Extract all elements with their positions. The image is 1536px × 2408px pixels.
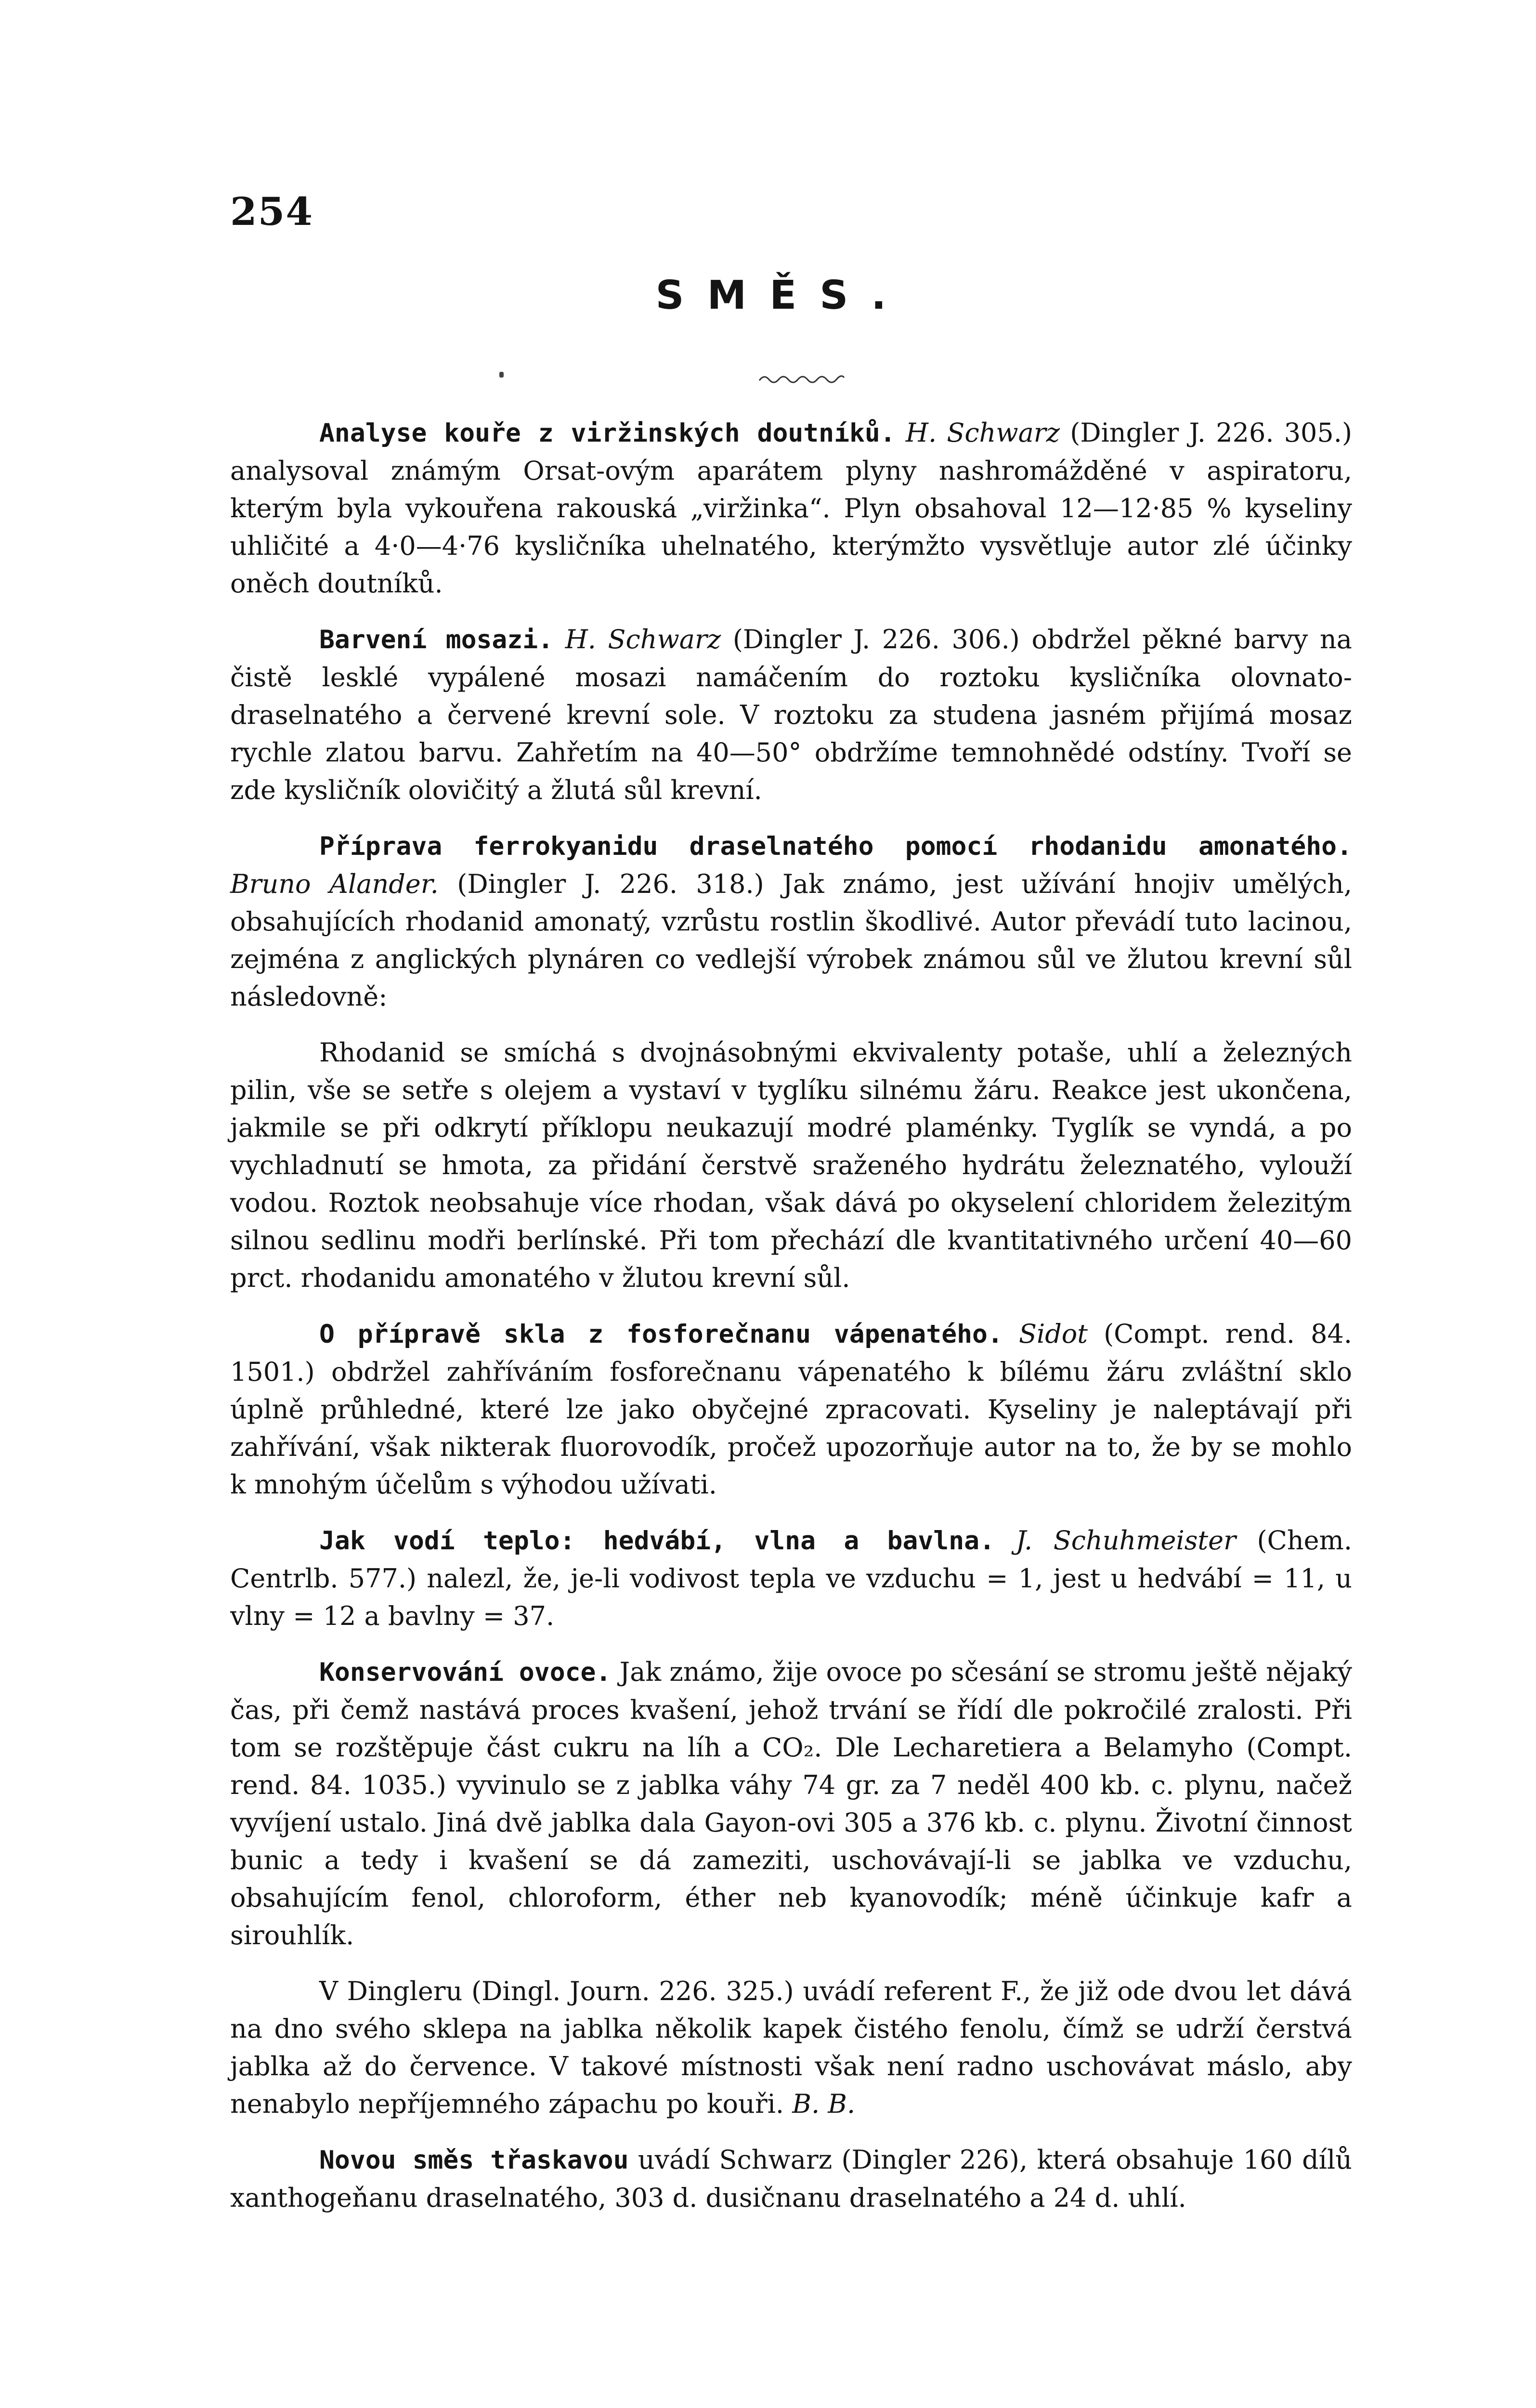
entry-1 [230,414,1352,602]
entry-author: Sidot [1018,1319,1088,1349]
entry-text: analysoval známým Orsat-ovým aparátem plyny nashromážděné v aspiratoru, kterým byla vykouřena rakouská „viržinka“. Plyn obsahoval 12—12·85 % kyseliny uhličité a 4·0—4·76 kysličníka uhelnatého, kterýmžto vysvětluje autor zlé účinky oněch doutníků. [230,456,1352,599]
entry-title: Barvení mosazi. [319,625,554,654]
entry-author: H. Schwarz [565,624,721,654]
stray-mark [499,372,504,378]
entry-author: H. Schwarz [905,418,1060,448]
entry-7 [230,2141,1352,2217]
entry-3-continued [230,1034,1352,1297]
entry-title: Jak vodí teplo: hedvábí, vlna a bavlna. [319,1526,995,1556]
entry-6 [230,1653,1352,1954]
entry-5 [230,1522,1352,1635]
ornamental-divider [758,371,845,385]
entry-reference: (Chem. Centrlb. 577.) [230,1525,1352,1594]
entry-reference: (Compt. rend. 84. 1501.) [230,1319,1352,1387]
entry-title: Novou směs třaskavou [319,2146,629,2175]
entry-reference: (Dingler J. 226. 306.) [732,624,1020,654]
entry-reference: (Dingler J. 226. 318.) [457,869,764,899]
entry-text: uvádí Schwarz (Dingler 226), která obsahuje 160 dílů xanthogeňanu draselnatého, 303 d. dusičnanu draselnatého a 24 d. uhlí. [230,2145,1352,2213]
entry-text: obdržel zahříváním fosforečnanu vápenatého k bílému žáru zvláštní sklo úplně průhledné, které lze jako obyčejné zpracovati. Kyseliny je naleptávají při zahřívání, však nikterak fluorovodík, pročež upozorňuje autor na to, že by se mohlo k mnohým účelům s výhodou užívati. [230,1357,1352,1500]
entry-text: Jak známo, žije ovoce po sčesání se stromu ještě nějaký čas, při čemž nastává proces kvašení, jehož trvání se řídí dle pokročilé zralosti. Při tom se rozštěpuje část cukru na líh a CO₂. Dle Lecharetiera a Belamyho (Compt. rend. 84. 1035.) vyvinulo se z jablka váhy 74 gr. za 7 neděl 400 kb. c. plynu, načež vyvíjení ustalo. Jiná dvě jablka dala Gayon-ovi 305 a 376 kb. c. plynu. Životní činnost bunic a tedy i kvašení se dá zameziti, uschovávají-li se jablka ve vzduchu, obsahujícím fenol, chloroform, éther neb kyanovodík; méně účinkuje kafr a sirouhlík. [230,1657,1352,1950]
entry-3 [230,827,1352,1016]
entry-text: Rhodanid se smíchá s dvojnásobnými ekvivalenty potaše, uhlí a železných pilin, vše se setře s olejem a vystaví v tyglíku silnému žáru. Reakce jest ukončena, jakmile se při odkrytí příklopu neukazují modré plaménky. Tyglík se vyndá, a po vychladnutí se hmota, za přidání čerstvě sraženého hydrátu železnatého, vylouží vodou. Roztok neobsahuje více rhodan, však dává po okyselení chloridem železitým silnou sedlinu modři berlínské. Při tom přechází dle kvantitativného určení 40—60 prct. rhodanidu amonatého v žlutou krevní sůl. [230,1037,1352,1293]
entry-author: J. Schuhmeister [1015,1525,1236,1556]
article-body [230,414,1352,2235]
entry-reference: (Dingler J. 226. 305.) [1070,418,1353,448]
entry-title: Konservování ovoce. [319,1658,612,1687]
entry-author: Bruno Alander. [230,869,439,899]
entry-6-continued [230,1973,1352,2123]
entry-text: Jak známo, jest užívání hnojiv umělých, obsahujících rhodanid amonatý, vzrůstu rostlin škodlivé. Autor převádí tuto lacinou, zejména z anglických plynáren co vedlejší výrobek známou sůl ve žlutou krevní sůl následovně: [230,869,1353,1012]
entry-text: V Dingleru (Dingl. Journ. 226. 325.) uvádí referent F., že již ode dvou let dává na dno svého sklepa na jablka několik kapek čistého fenolu, čímž se udrží čerstvá jablka až do července. V takové místnosti však není radno uschovávat máslo, aby nenabylo nepříjemného zápachu po kouři. [230,1976,1352,2119]
section-heading: SMĚS. [655,273,910,318]
entry-text: nalezl, že, je-li vodivost tepla ve vzduchu = 1, jest u hedvábí = 11, u vlny = 12 a bavlny = 37. [230,1563,1352,1631]
entry-signature: B. B. [792,2089,856,2119]
entry-title: O přípravě skla z fosforečnanu vápenatého. [319,1320,1003,1349]
entry-title: Analyse kouře z viržinských doutníků. [319,419,896,448]
entry-title: Příprava ferrokyanidu draselnatého pomocí rhodanidu amonatého. [319,832,1352,861]
page-number: 254 [230,189,313,234]
entry-text: obdržel pěkné barvy na čistě lesklé vypálené mosazi namáčením do roztoku kysličníka olovnato-draselnatého a červené krevní sole. V roztoku za studena jasném přijímá mosaz rychle zlatou barvu. Zahřetím na 40—50° obdržíme temnohnědé odstíny. Tvoří se zde kysličník olovičitý a žlutá sůl krevní. [230,624,1352,805]
entry-4 [230,1315,1352,1504]
entry-2 [230,621,1352,809]
